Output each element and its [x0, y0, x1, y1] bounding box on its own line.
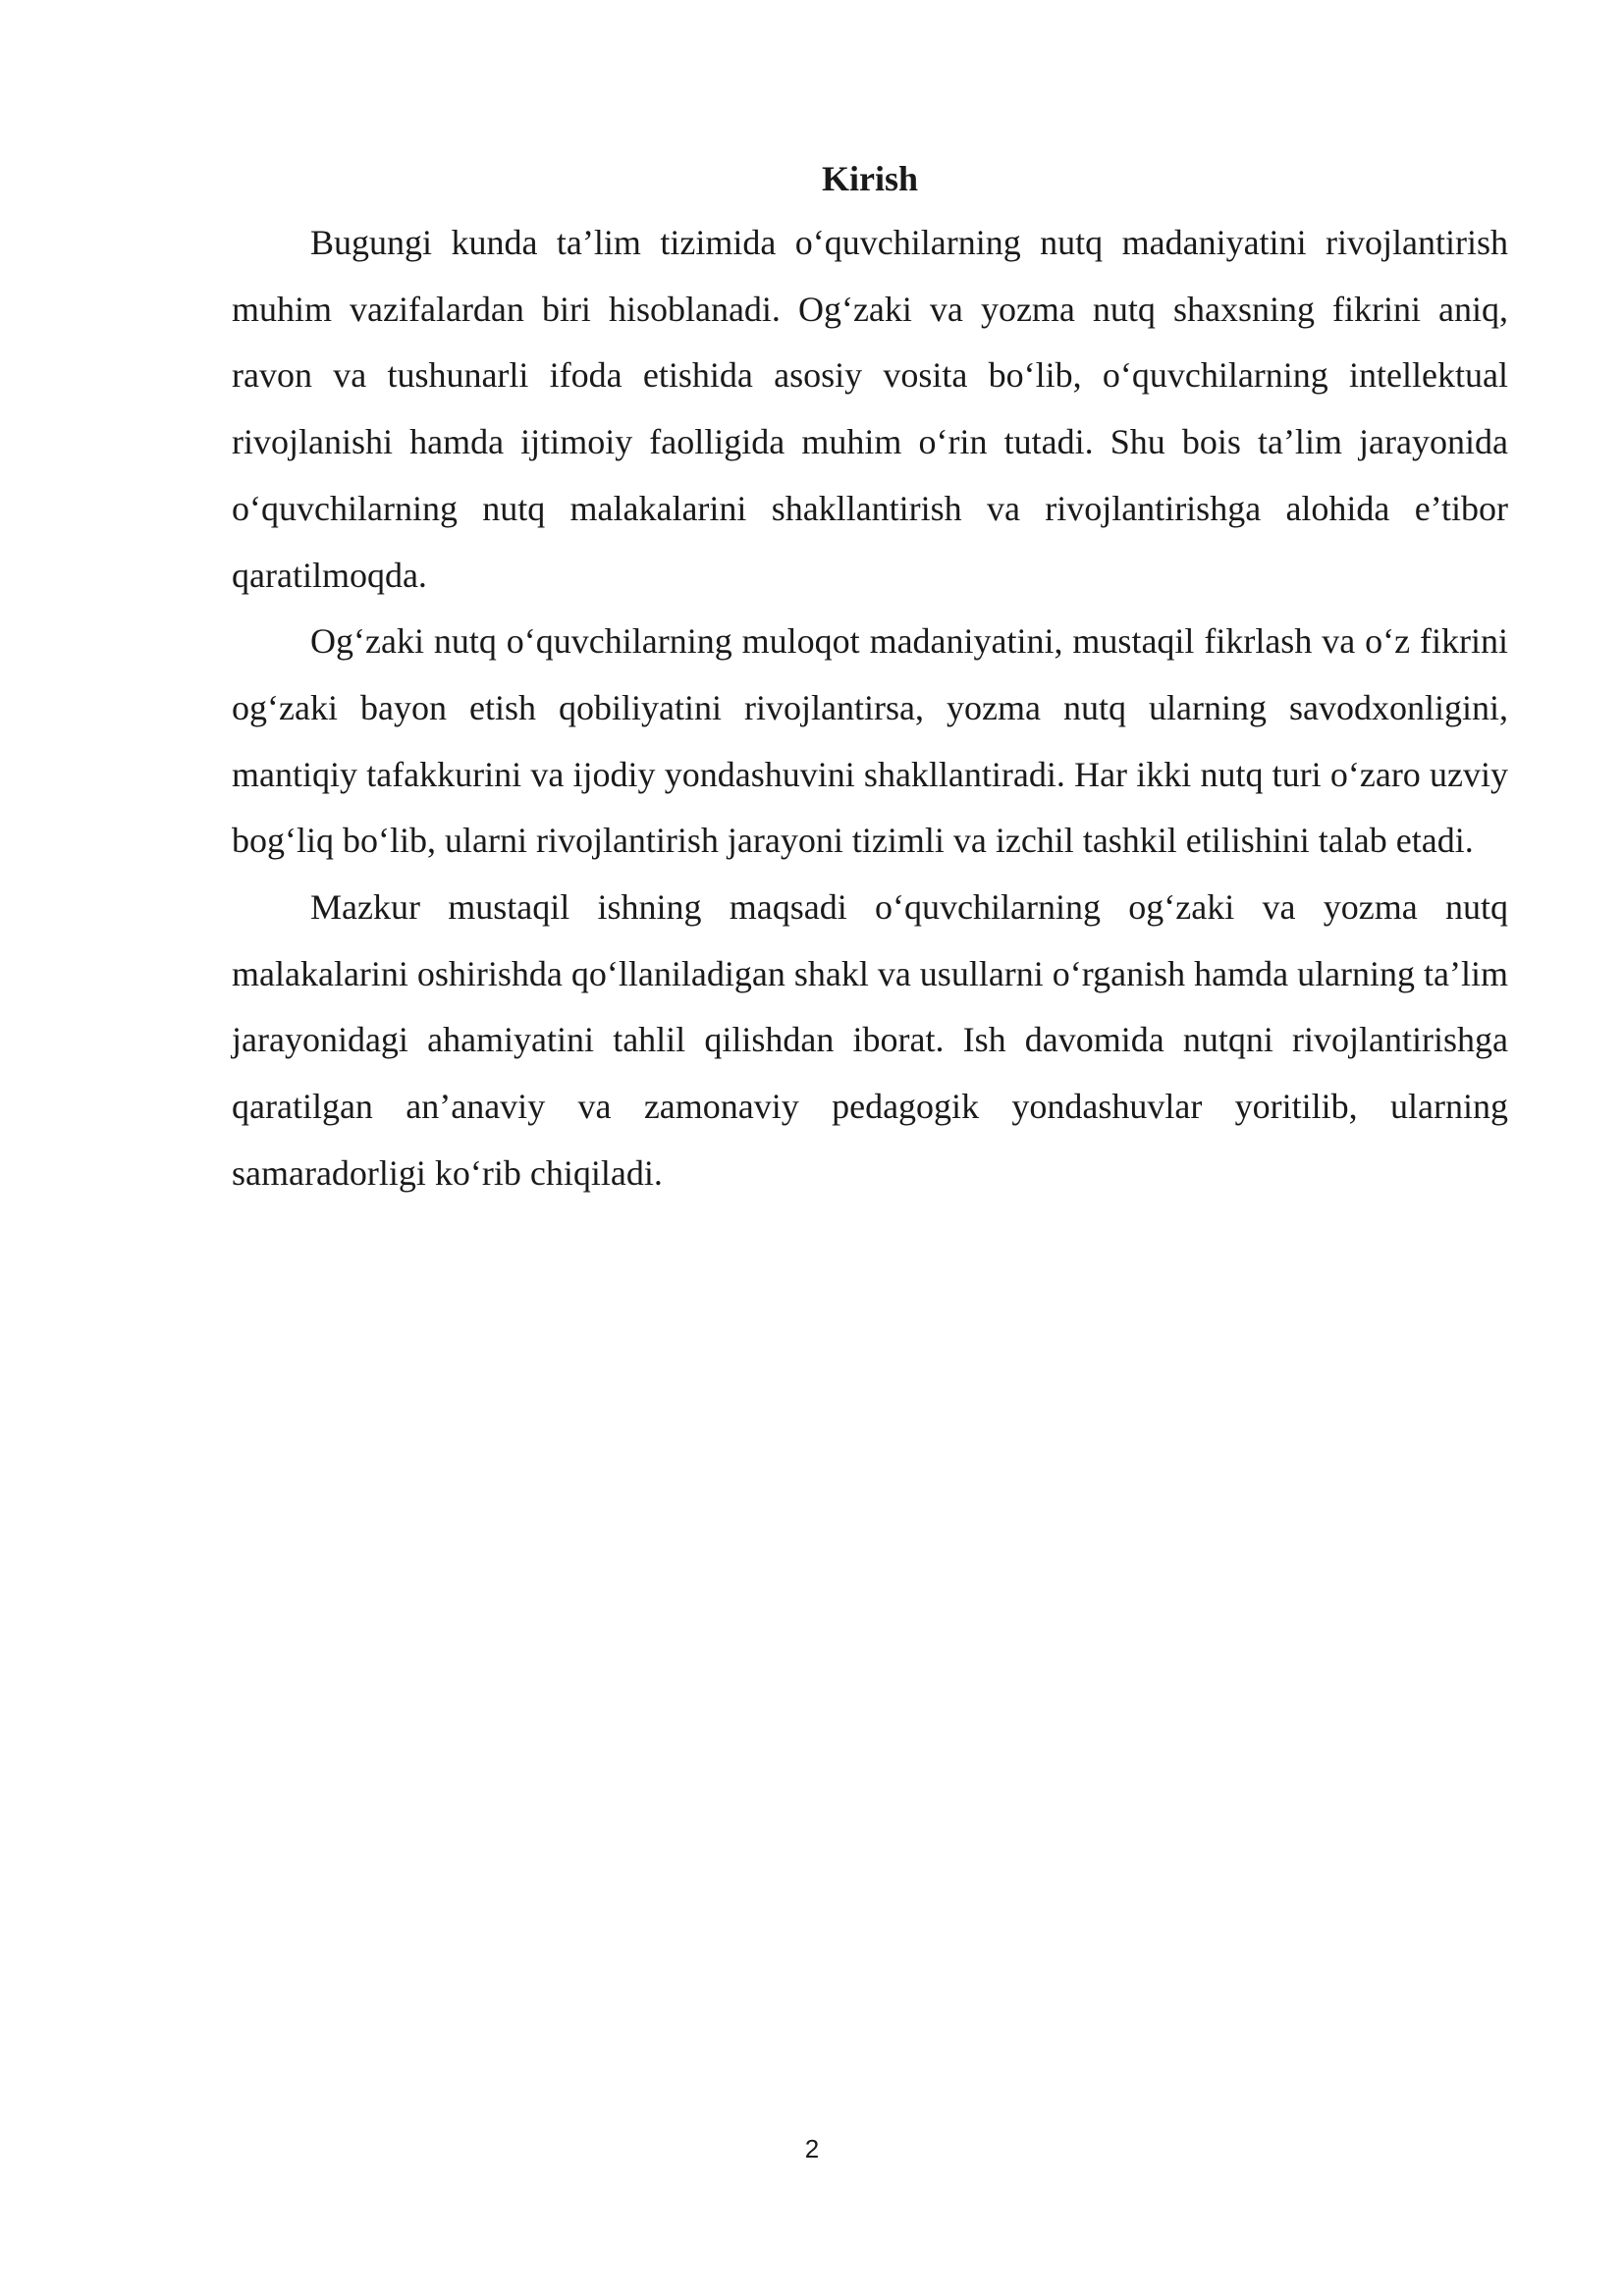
paragraph-3: Mazkur mustaqil ishning maqsadi o‘quvchilarning og‘zaki va yozma nutq malakalarini oshirishda qo‘llaniladigan shakl va usullarni o‘rganish hamda ularning ta’lim jarayonidagi ahamiyatini tahlil qilishdan iborat. Ish davomida nutqni rivojlantirishga qaratilgan an’anaviy va zamonaviy pedagogik yondashuvlar yoritilib, ularning samaradorligi ko‘rib chiqiladi. [232, 887, 1509, 1193]
section-heading: Kirish [821, 159, 918, 198]
page-content [232, 147, 1508, 1207]
paragraph-2: Og‘zaki nutq o‘quvchilarning muloqot madaniyatini, mustaqil fikrlash va o‘z fikrini og‘zaki bayon etish qobiliyatini rivojlantirsa, yozma nutq ularning savodxonligini, mantiqiy tafakkurini va ijodiy yondashuvini shakllantiradi. Har ikki nutq turi o‘zaro uzviy bog‘liq bo‘lib, ularni rivojlantirish jarayoni tizimli va izchil tashkil etilishini talab etadi. [232, 621, 1508, 861]
page-number: 2 [804, 2134, 820, 2163]
paragraph-1: Bugungi kunda ta’lim tizimida o‘quvchilarning nutq madaniyatini rivojlantirish muhim vazifalardan biri hisoblanadi. Og‘zaki va yozma nutq shaxsning fikrini aniq, ravon va tushunarli ifoda etishida asosiy vosita bo‘lib, o‘quvchilarning intellektual rivojlanishi hamda ijtimoiy faolligida muhim o‘rin tutadi. Shu bois ta’lim jarayonida o‘quvchilarning nutq malakalarini shakllantirish va rivojlantirishga alohida e’tibor qaratilmoqda. [232, 223, 1508, 595]
